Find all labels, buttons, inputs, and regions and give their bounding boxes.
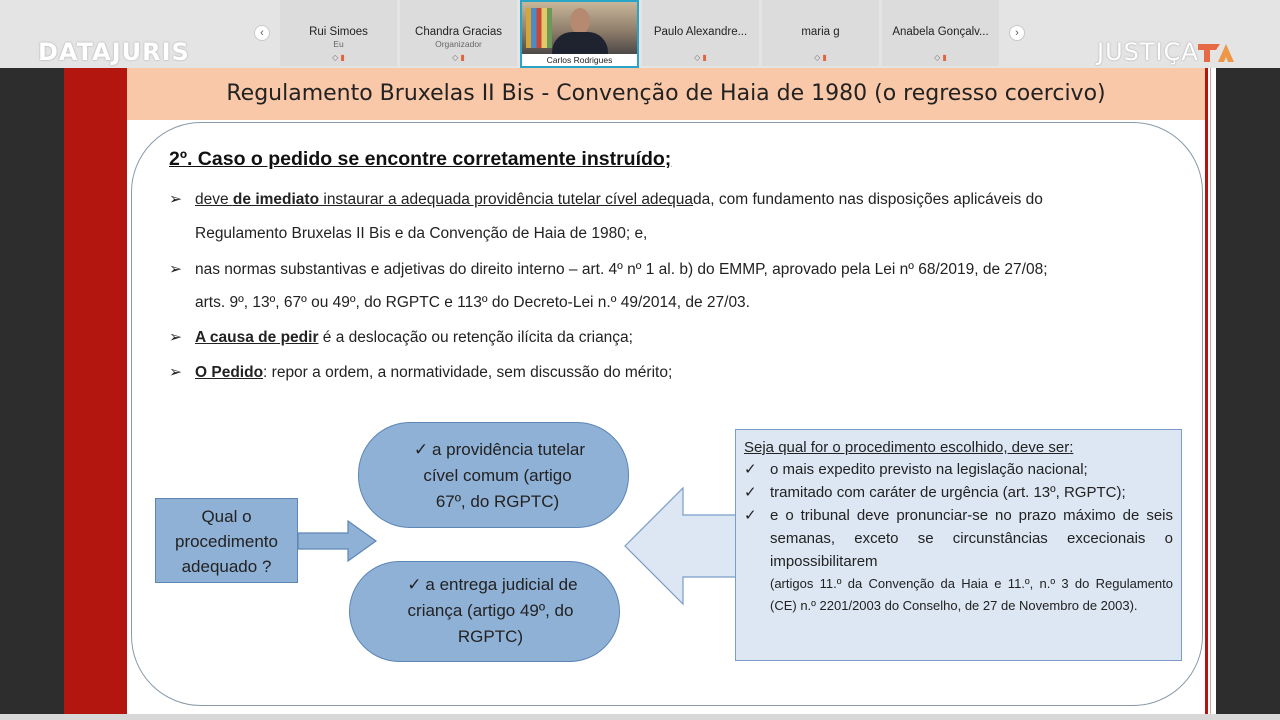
option-oval-entrega-judicial: ✓ a entrega judicial de criança (artigo 49º, do RGPTC) (349, 561, 620, 662)
slide-right-accent-line-thin (1210, 68, 1211, 720)
bullet-4: ➢ O Pedido: repor a ordem, a normatividade, sem discussão do mérito; (169, 364, 673, 381)
participant-tile[interactable] (642, 0, 759, 66)
participant-role: Organizador (435, 39, 482, 49)
requirement-item: ✓ tramitado com caráter de urgência (art. 13º, RGPTC); (744, 481, 1173, 504)
legal-reference: (artigos 11.º da Convenção da Haia e 11.º, n.º 3 do Regulamento (CE) n.º 2201/2003 do Conselho, de 27 de Novembro de 2003). (770, 576, 1173, 613)
prev-participants-button[interactable]: ‹ (254, 25, 270, 41)
arrow-bullet-icon: ➢ (169, 191, 182, 208)
requirement-item: ✓ e o tribunal deve pronunciar-se no prazo máximo de seis semanas, exceto se circunstâncias excecionais o impossibilitarem (artigos 11.º da Convenção da Haia e 11.º, n.º 3 do Regulamento (CE) n.º 2201/2003 do Conselho, de 27 de Novembro de 2003). (744, 504, 1173, 617)
participant-status-icons: ◇ ▮ (452, 53, 465, 62)
participant-name: Carlos Rodrigues (522, 54, 637, 66)
requirement-item: ✓ o mais expedito previsto na legislação nacional; (744, 458, 1173, 481)
participant-tile[interactable] (400, 0, 517, 66)
participant-name: maria g (801, 26, 840, 38)
left-pointing-arrow-icon (624, 428, 738, 664)
slide-right-accent-line (1205, 68, 1208, 720)
slide-title: Regulamento Bruxelas II Bis - Convenção de Haia de 1980 (o regresso coercivo) (226, 81, 1106, 106)
section-heading: 2º. Caso o pedido se encontre corretamente instruído; (169, 148, 672, 170)
participant-status-icons: ◇ ▮ (934, 53, 947, 62)
bullet-3: ➢ A causa de pedir é a deslocação ou retenção ilícita da criança; (169, 329, 633, 346)
stage-left-margin (0, 68, 64, 720)
bullet-2-continuation: arts. 9º, 13º, 67º ou 49º, do RGPTC e 113º do Decreto-Lei n.º 49/2014, de 27/03. (195, 294, 750, 311)
participant-status-icons: ◇ ▮ (814, 53, 827, 62)
participant-tile[interactable] (882, 0, 999, 66)
right-arrow-icon (298, 520, 378, 562)
participant-role: Eu (333, 39, 344, 49)
participant-status-icons: ◇ ▮ (694, 53, 707, 62)
participant-tile[interactable] (280, 0, 397, 66)
justica-watermark: JUSTIÇA (1097, 38, 1199, 66)
slide-title-bar (127, 68, 1205, 120)
arrow-bullet-icon: ➢ (169, 261, 182, 278)
datajuris-watermark: DATAJURIS (38, 38, 190, 66)
participant-tile[interactable] (762, 0, 879, 66)
bullet-1-continuation: Regulamento Bruxelas II Bis e da Convenção de Haia de 1980; e, (195, 225, 648, 242)
question-box: Qual o procedimento adequado ? (155, 498, 298, 583)
stage-right-margin (1216, 68, 1280, 720)
checkmark-icon: ✓ (407, 575, 422, 594)
slide-left-accent-band (64, 68, 127, 720)
checkmark-icon: ✓ (744, 507, 757, 524)
speaker-head (570, 8, 590, 34)
checkmark-icon: ✓ (413, 440, 429, 459)
bullet-2: ➢ nas normas substantivas e adjetivas do direito interno – art. 4º nº 1 al. b) do EMMP, aprovado pela Lei nº 68/2019, de 27/08; (169, 261, 1048, 278)
video-background-bookshelf (526, 8, 552, 48)
bullet-1: ➢ deve de imediato instaurar a adequada providência tutelar cível adequada, com fundamento nas disposições aplicáveis do (169, 191, 1043, 208)
arrow-bullet-icon: ➢ (169, 364, 182, 381)
arrow-bullet-icon: ➢ (169, 329, 182, 346)
participant-name: Paulo Alexandre... (653, 26, 748, 38)
checkmark-icon: ✓ (744, 484, 757, 501)
bottom-strip (0, 714, 1280, 720)
participant-name: Chandra Gracias (415, 26, 502, 38)
shared-slide (64, 68, 1216, 720)
justica-logo-icon (1196, 40, 1234, 64)
participant-tile-active-speaker[interactable] (520, 0, 639, 68)
participant-name: Anabela Gonçalv... (892, 26, 989, 38)
participant-status-icons: ◇ ▮ (332, 53, 345, 62)
participant-name: Rui Simoes (309, 26, 368, 38)
checkmark-icon: ✓ (744, 461, 757, 478)
option-oval-providencia: ✓ a providência tutelar cível comum (artigo 67º, do RGPTC) (358, 422, 629, 528)
participants-bar (0, 0, 1280, 68)
next-participants-button[interactable]: › (1009, 25, 1025, 41)
requirements-callout: Seja qual for o procedimento escolhido, deve ser: ✓ o mais expedito previsto na legislação nacional; ✓ tramitado com caráter de urgência (art. 13º, RGPTC); ✓ e o tribunal deve pronunciar-se no prazo máximo de seis semanas, exceto se circunstâncias excecionais o impossibilitarem (artigos 11.º da Convenção da Haia e 11.º, n.º 3 do Regulamento (CE) n.º 2201/2003 do Conselho, de 27 de Novembro de 2003). (735, 429, 1182, 661)
